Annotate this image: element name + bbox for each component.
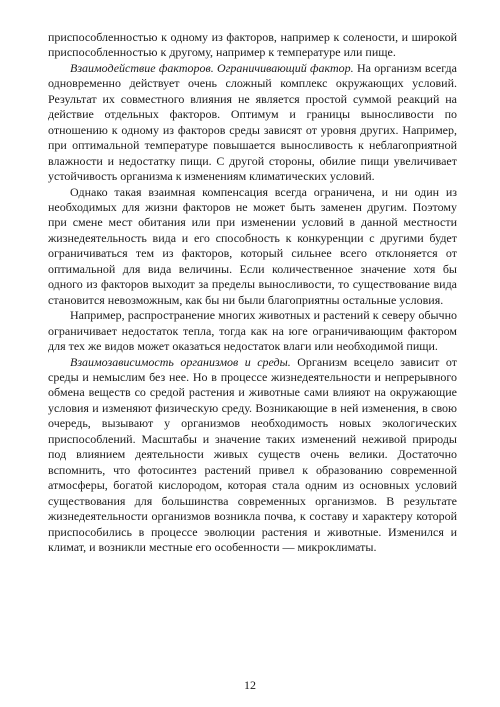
- page-body: [48, 30, 457, 555]
- paragraph-2: [48, 61, 457, 185]
- paragraph-4: [48, 308, 457, 354]
- paragraph-1-text: приспособленностью к одному из факторов, например к солености, и широкой приспособленностью к другому, например к температуре или пище.: [48, 30, 457, 60]
- paragraph-2-text: На организм всегда одновременно действует очень сложный комплекс окружающих условий. Результат их совместного влияния не является простой суммой реакций на действие отдельных факторов. Оптимум и границы выносливости по отношению к одному из факторов среды зависят от уровня других. Например, при оптимальной температуре повышается выносливость к неблагоприятной влажности и недостатку пищи. С другой стороны, обилие пищи увеличивает устойчивость организма к изменениям климатических условий.: [48, 60, 457, 184]
- paragraph-4-text: Например, распространение многих животных и растений к северу обычно ограничивает недостаток тепла, тогда как на юге ограничивающим фактором для тех же видов может оказаться недостаток влаги или необходимой пищи.: [48, 308, 457, 354]
- paragraph-5-text: Организм всецело зависит от среды и немыслим без нее. Но в процессе жизнедеятельности и непрерывного обмена веществ со средой растения и животные сами влияют на окружающие условия и изменяют физическую среду. Возникающие в ней изменения, в свою очередь, вызывают у организмов необходимость новых экологических приспособлений. Масштабы и значение таких изменений неживой природы под влиянием деятельности живых существ очень велики. Достаточно вспомнить, что фотосинтез растений привел к образованию современной атмосферы, богатой кислородом, которая стала одним из основных условий существования для большинства современных организмов. В результате жизнедеятельности организмов возникла почва, к составу и характеру которой приспособились в процессе эволюции растения и животные. Изменился и климат, и возникли местные его особенности — микроклиматы.: [48, 354, 457, 554]
- paragraph-3: [48, 185, 457, 309]
- paragraph-2-lead: Взаимодействие факторов. Ограничивающий фактор.: [70, 60, 354, 75]
- paragraph-5: [48, 355, 457, 556]
- page-number: 12: [244, 678, 256, 692]
- paragraph-5-lead: Взаимозависимость организмов и среды.: [70, 354, 291, 369]
- paragraph-3-text: Однако такая взаимная компенсация всегда ограничена, и ни один из необходимых для жизни факторов не может быть заменен другим. Поэтому при смене мест обитания или при изменении условий в данной местности жизнедеятельность вида и его способность к конкуренции с другими будет ограничиваться тем из факторов, который сильнее всего отклоняется от оптимальной для вида величины. Если количественное значение хотя бы одного из факторов выходит за пределы выносливости, то существование вида становится невозможным, как бы ни были благоприятны остальные условия.: [48, 184, 457, 307]
- paragraph-1: [48, 30, 457, 61]
